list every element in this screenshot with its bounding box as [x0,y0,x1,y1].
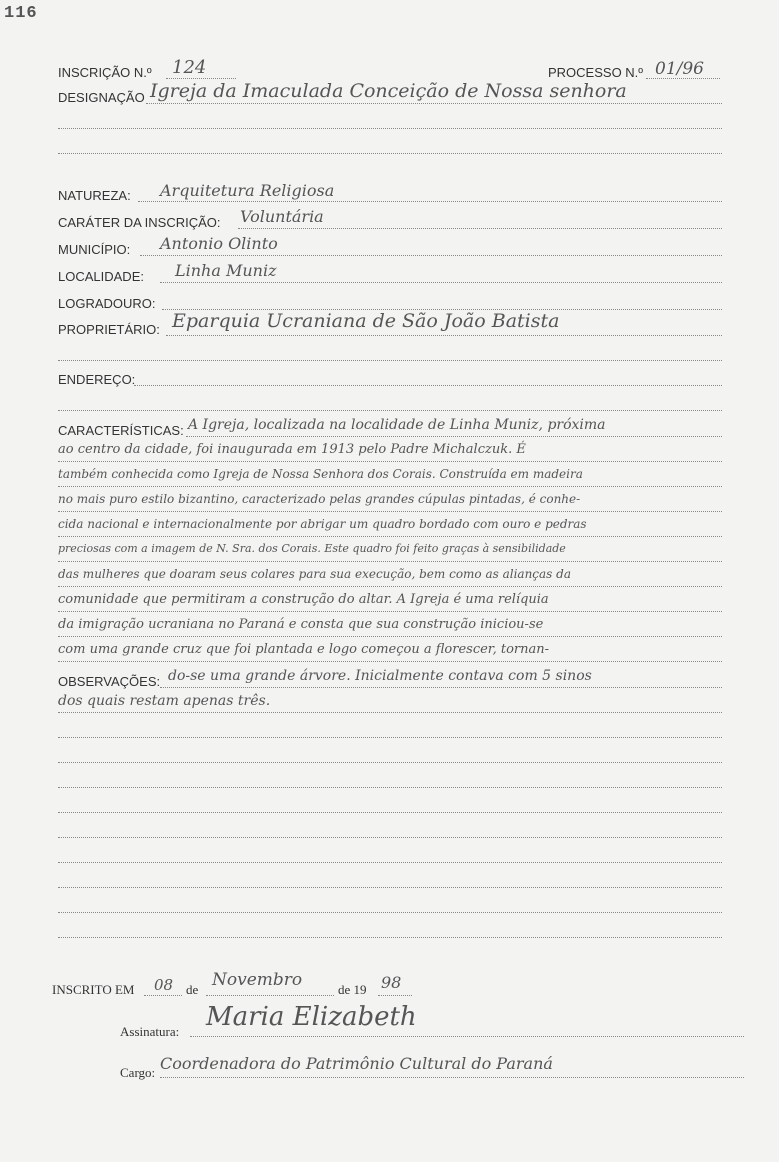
text-line [58,586,722,587]
ano-line [378,995,412,996]
text-line [58,661,722,662]
inscrito-de-2: de 19 [338,982,367,997]
localidade-label: LOCALIDADE: [58,269,144,284]
blank-line [58,912,722,913]
observacoes-label: OBSERVAÇÕES: [58,674,161,689]
inscrito-dia: 08 [154,976,174,994]
inscrito-label: INSCRITO EM [52,982,135,997]
processo-label: PROCESSO N.º [548,65,644,80]
caracteristicas-line-8: comunidade que permitiram a construção do altar. A Igreja é uma relíquia [58,592,549,607]
text-line [58,511,722,512]
natureza-label: NATUREZA: [58,188,131,203]
text-line [58,561,722,562]
text-line [58,461,722,462]
designacao-line [146,103,722,104]
blank-line [58,128,722,129]
localidade-line [160,282,722,283]
endereco-line [134,385,722,386]
cargo-line [160,1077,744,1078]
dia-line [144,995,182,996]
observacoes-line [160,687,722,688]
designacao-value: Igreja da Imaculada Conceição de Nossa senhora [150,80,627,102]
text-line [58,536,722,537]
caracteristicas-line [186,436,722,437]
cargo-value: Coordenadora do Patrimônio Cultural do Paraná [160,1054,553,1073]
caracteristicas-line-4: no mais puro estilo bizantino, caracterizado pelas grandes cúpulas pintadas, é conhe- [58,492,581,506]
proprietario-value: Eparquia Ucraniana de São João Batista [172,310,560,332]
inscricao-line [166,78,236,79]
assinatura-line [190,1036,744,1037]
blank-line [58,812,722,813]
caracteristicas-line-1: A Igreja, localizada na localidade de Linha Muniz, próxima [188,417,606,433]
text-line [58,486,722,487]
caracteristicas-line-7: das mulheres que doaram seus colares para sua execução, bem como as alianças da [58,567,571,581]
text-line [58,611,722,612]
assinatura-label: Assinatura: [120,1024,180,1039]
cargo-label: Cargo: [120,1065,156,1080]
blank-line [58,737,722,738]
designacao-label: DESIGNAÇÃO [58,90,145,105]
carater-line [238,228,722,229]
caracteristicas-line-5: cida nacional e internacionalmente por abrigar um quadro bordado com ouro e pedras [58,517,587,531]
caracteristicas-line-10: com uma grande cruz que foi plantada e logo começou a florescer, tornan- [58,642,550,657]
inscricao-value: 124 [172,57,207,78]
caracteristicas-line-3: também conhecida como Igreja de Nossa Senhora dos Corais. Construída em madeira [58,467,583,481]
observacoes-line-2: dos quais restam apenas três. [58,693,271,709]
municipio-label: MUNICÍPIO: [58,242,131,257]
localidade-value: Linha Muniz [175,261,277,280]
proprietario-line [166,335,722,336]
natureza-value: Arquitetura Religiosa [160,181,335,200]
endereco-label: ENDEREÇO: [58,372,136,387]
logradouro-label: LOGRADOURO: [58,296,156,311]
caracteristicas-line-9: da imigração ucraniana no Paraná e consta que sua construção iniciou-se [58,617,544,632]
processo-value: 01/96 [655,59,704,79]
natureza-line [138,201,722,202]
observacoes-line-1: do-se uma grande árvore. Inicialmente contava com 5 sinos [168,668,592,684]
blank-line [58,887,722,888]
blank-line [58,862,722,863]
text-line [58,712,722,713]
page-number: 116 [4,4,38,23]
inscrito-mes: Novembro [212,970,303,990]
municipio-value: Antonio Olinto [160,234,278,253]
municipio-line [140,255,722,256]
assinatura-signature: Maria Elizabeth [206,1002,417,1032]
inscrito-de-1: de [186,982,199,997]
inscricao-label: INSCRIÇÃO N.º [58,65,152,80]
caracteristicas-line-6: preciosas com a imagem de N. Sra. dos Corais. Este quadro foi feito graças à sensibilidade [58,542,566,555]
carater-label: CARÁTER DA INSCRIÇÃO: [58,215,221,230]
inscrito-ano: 98 [381,973,402,992]
text-line [58,636,722,637]
proprietario-label: PROPRIETÁRIO: [58,322,160,337]
blank-line [58,360,722,361]
blank-line [58,837,722,838]
carater-value: Voluntária [240,207,324,226]
caracteristicas-line-2: ao centro da cidade, foi inaugurada em 1913 pelo Padre Michalczuk. É [58,442,526,457]
blank-line [58,762,722,763]
blank-line [58,787,722,788]
blank-line [58,937,722,938]
blank-line [58,153,722,154]
caracteristicas-label: CARACTERÍSTICAS: [58,423,184,438]
mes-line [206,995,334,996]
blank-line [58,410,722,411]
